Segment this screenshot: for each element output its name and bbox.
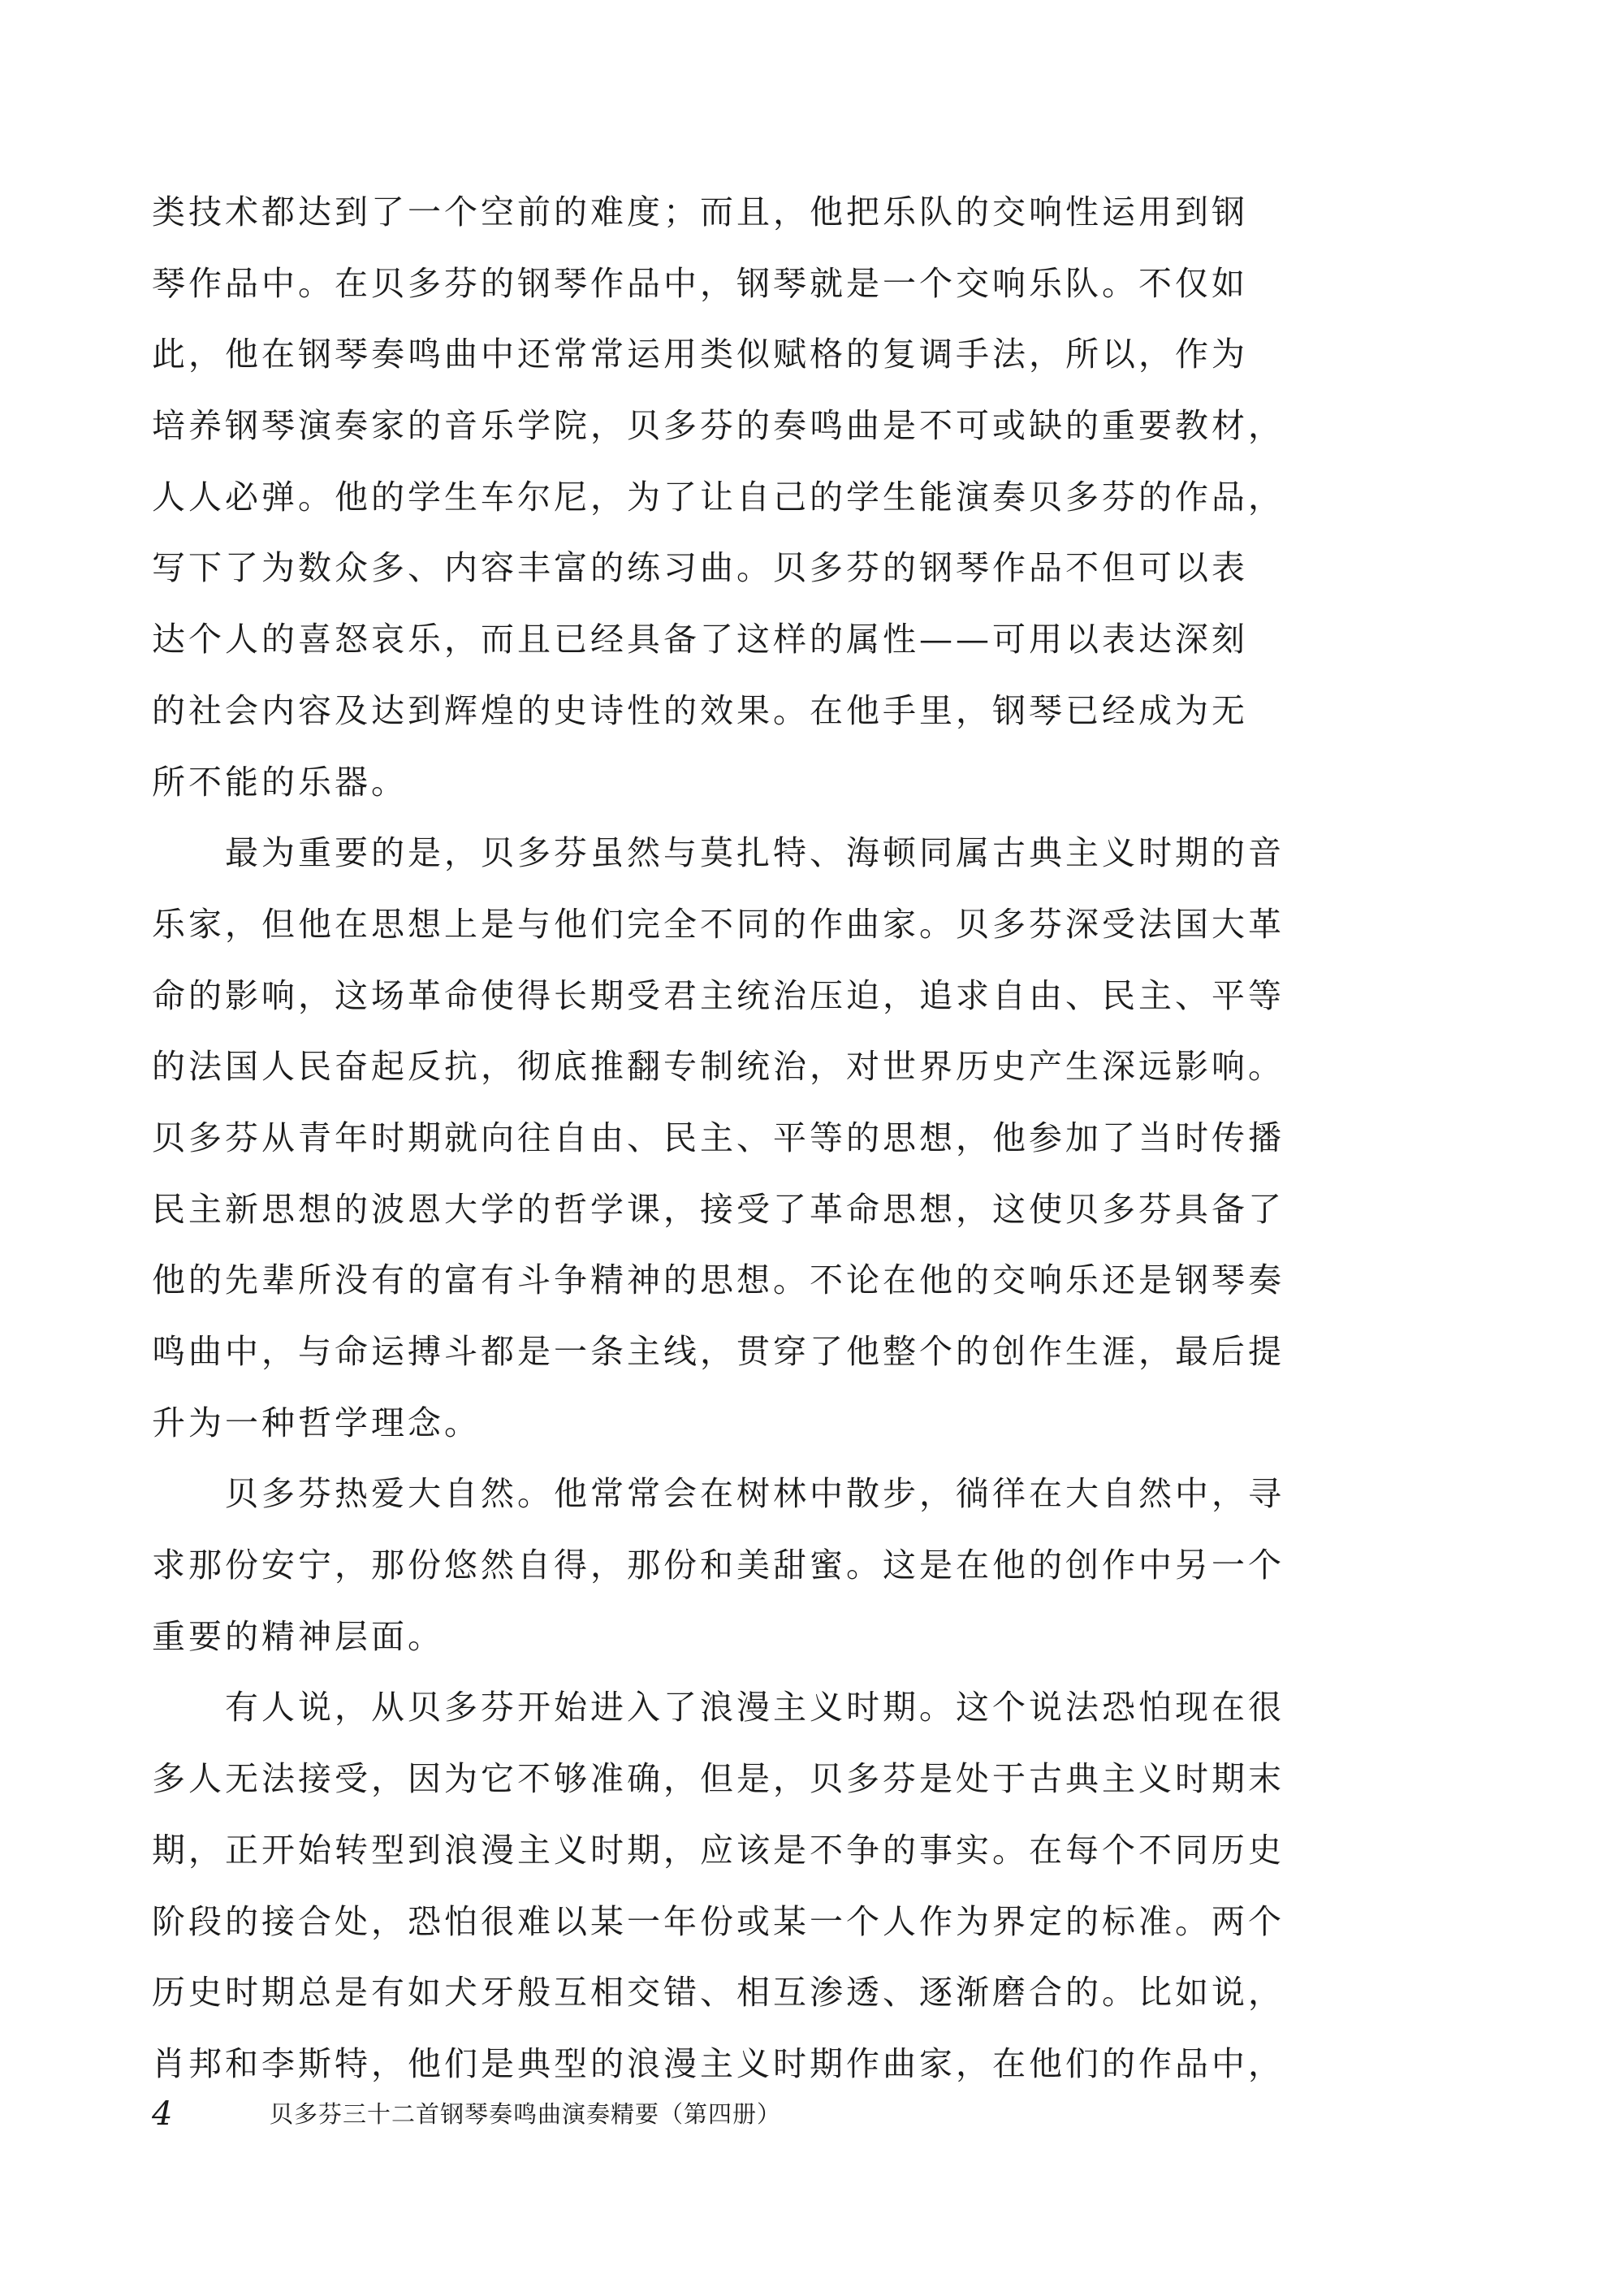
page-footer [152, 2094, 1272, 2134]
text-line: 命的影响，这场革命使得长期受君主统治压迫，追求自由、民主、平等 [152, 975, 1285, 1015]
text-line: 的社会内容及达到辉煌的史诗性的效果。在他手里，钢琴已经成为无 [152, 690, 1248, 730]
page-number: 4 [152, 2095, 173, 2133]
text-line: 贝多芬热爱大自然。他常常会在树林中散步，徜徉在大自然中，寻 [152, 1474, 1285, 1514]
text-line: 期，正开始转型到浪漫主义时期，应该是不争的事实。在每个不同历史 [152, 1830, 1285, 1870]
text-line: 有人说，从贝多芬开始进入了浪漫主义时期。这个说法恐怕现在很 [152, 1688, 1285, 1727]
text-line: 鸣曲中，与命运搏斗都是一条主线，贯穿了他整个的创作生涯，最后提 [152, 1332, 1285, 1371]
text-line: 琴作品中。在贝多芬的钢琴作品中，钢琴就是一个交响乐队。不仅如 [152, 263, 1248, 303]
text-line: 民主新思想的波恩大学的哲学课，接受了革命思想，这使贝多芬具备了 [152, 1189, 1285, 1229]
text-line: 求那份安宁，那份悠然自得，那份和美甜蜜。这是在他的创作中另一个 [152, 1546, 1285, 1585]
text-line: 他的先辈所没有的富有斗争精神的思想。不论在他的交响乐还是钢琴奏 [152, 1260, 1285, 1300]
text-line: 培养钢琴演奏家的音乐学院，贝多芬的奏鸣曲是不可或缺的重要教材， [152, 406, 1285, 446]
text-line: 肖邦和李斯特，他们是典型的浪漫主义时期作曲家，在他们的作品中， [152, 2043, 1285, 2083]
text-line: 最为重要的是，贝多芬虽然与莫扎特、海顿同属古典主义时期的音 [152, 833, 1285, 873]
text-line: 历史时期总是有如犬牙般互相交错、相互渗透、逐渐磨合的。比如说， [152, 1973, 1285, 2013]
text-line: 多人无法接受，因为它不够准确，但是，贝多芬是处于古典主义时期末 [152, 1759, 1285, 1799]
text-line: 所不能的乐器。 [152, 762, 408, 802]
text-line: 重要的精神层面。 [152, 1616, 444, 1656]
text-line: 的法国人民奋起反抗，彻底推翻专制统治，对世界历史产生深远影响。 [152, 1047, 1285, 1087]
body-text [152, 177, 1285, 2100]
text-line: 阶段的接合处，恐怕很难以某一年份或某一个人作为界定的标准。两个 [152, 1901, 1285, 1941]
running-title: 贝多芬三十二首钢琴奏鸣曲演奏精要（第四册） [270, 2100, 782, 2128]
text-line: 贝多芬从青年时期就向往自由、民主、平等的思想，他参加了当时传播 [152, 1118, 1285, 1157]
text-line: 写下了为数众多、内容丰富的练习曲。贝多芬的钢琴作品不但可以表 [152, 548, 1248, 588]
text-line: 类技术都达到了一个空前的难度；而且，他把乐队的交响性运用到钢 [152, 192, 1248, 231]
text-line: 此，他在钢琴奏鸣曲中还常常运用类似赋格的复调手法，所以，作为 [152, 335, 1248, 374]
text-line: 人人必弹。他的学生车尔尼，为了让自己的学生能演奏贝多芬的作品， [152, 477, 1285, 517]
text-line: 升为一种哲学理念。 [152, 1403, 481, 1442]
text-line: 乐家，但他在思想上是与他们完全不同的作曲家。贝多芬深受法国大革 [152, 904, 1285, 944]
text-line: 达个人的喜怒哀乐，而且已经具备了这样的属性——可用以表达深刻 [152, 620, 1248, 659]
